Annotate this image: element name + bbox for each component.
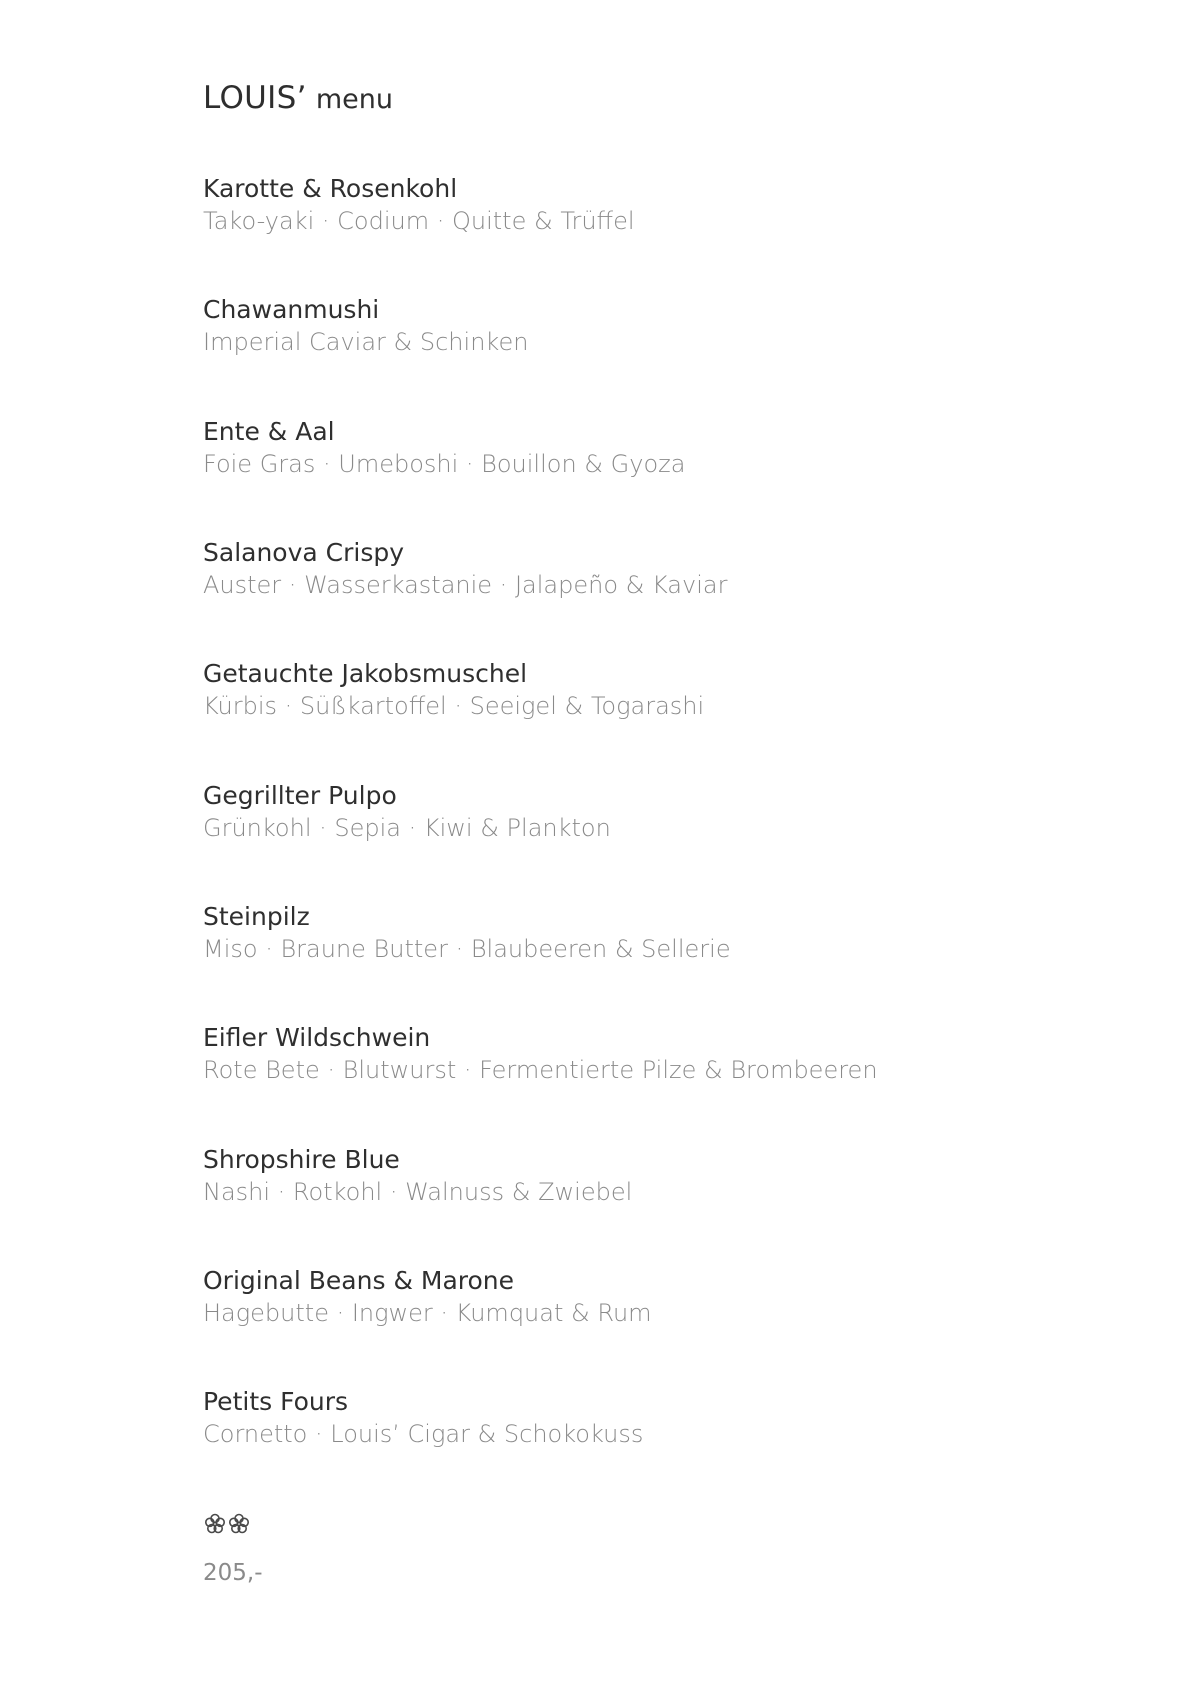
course-item <box>203 1022 1083 1086</box>
course-item <box>203 1265 1083 1329</box>
course-name: Karotte & Rosenkohl <box>203 174 458 203</box>
course-name: Salanova Crispy <box>203 538 405 567</box>
course-item <box>203 901 1083 965</box>
course-name: Ente & Aal <box>203 417 335 446</box>
menu-page <box>203 0 1103 1703</box>
course-description: Cornetto · Louis’ Cigar & Schokokuss <box>203 1420 644 1448</box>
course-item <box>203 537 1083 601</box>
course-description: Kürbis · Süßkartoffel · Seeigel & Togarashi <box>203 692 705 720</box>
menu-title <box>203 80 393 116</box>
course-description: Hagebutte · Ingwer · Kumquat & Rum <box>203 1299 652 1327</box>
course-description: Miso · Braune Butter · Blaubeeren & Sellerie <box>203 935 731 963</box>
course-name: Getauchte Jakobsmuschel <box>203 659 528 688</box>
michelin-star-icon <box>203 1512 253 1536</box>
michelin-star-icon <box>203 1512 253 1543</box>
course-description: Rote Bete · Blutwurst · Fermentierte Pilze & Brombeeren <box>203 1056 878 1084</box>
menu-title-sub: menu <box>315 84 393 115</box>
course-description: Foie Gras · Umeboshi · Bouillon & Gyoza <box>203 450 686 478</box>
course-item <box>203 173 1083 237</box>
course-description: Auster · Wasserkastanie · Jalapeño & Kaviar <box>203 571 728 599</box>
course-item <box>203 1144 1083 1208</box>
course-name: Original Beans & Marone <box>203 1266 515 1295</box>
course-description: Grünkohl · Sepia · Kiwi & Plankton <box>203 814 611 842</box>
menu-price: 205,- <box>203 1560 263 1586</box>
course-item <box>203 294 1083 358</box>
course-item <box>203 658 1083 722</box>
course-name: Chawanmushi <box>203 295 380 324</box>
course-name: Petits Fours <box>203 1387 349 1416</box>
course-name: Shropshire Blue <box>203 1145 400 1174</box>
course-name: Gegrillter Pulpo <box>203 781 397 810</box>
course-description: Tako-yaki · Codium · Quitte & Trüffel <box>203 207 635 235</box>
course-item <box>203 1386 1083 1450</box>
menu-title-main: LOUIS’ <box>203 80 307 116</box>
course-description: Nashi · Rotkohl · Walnuss & Zwiebel <box>203 1178 633 1206</box>
course-name: Steinpilz <box>203 902 310 931</box>
course-item <box>203 780 1083 844</box>
course-description: Imperial Caviar & Schinken <box>203 328 529 356</box>
course-name: Eifler Wildschwein <box>203 1023 431 1052</box>
course-item <box>203 416 1083 480</box>
